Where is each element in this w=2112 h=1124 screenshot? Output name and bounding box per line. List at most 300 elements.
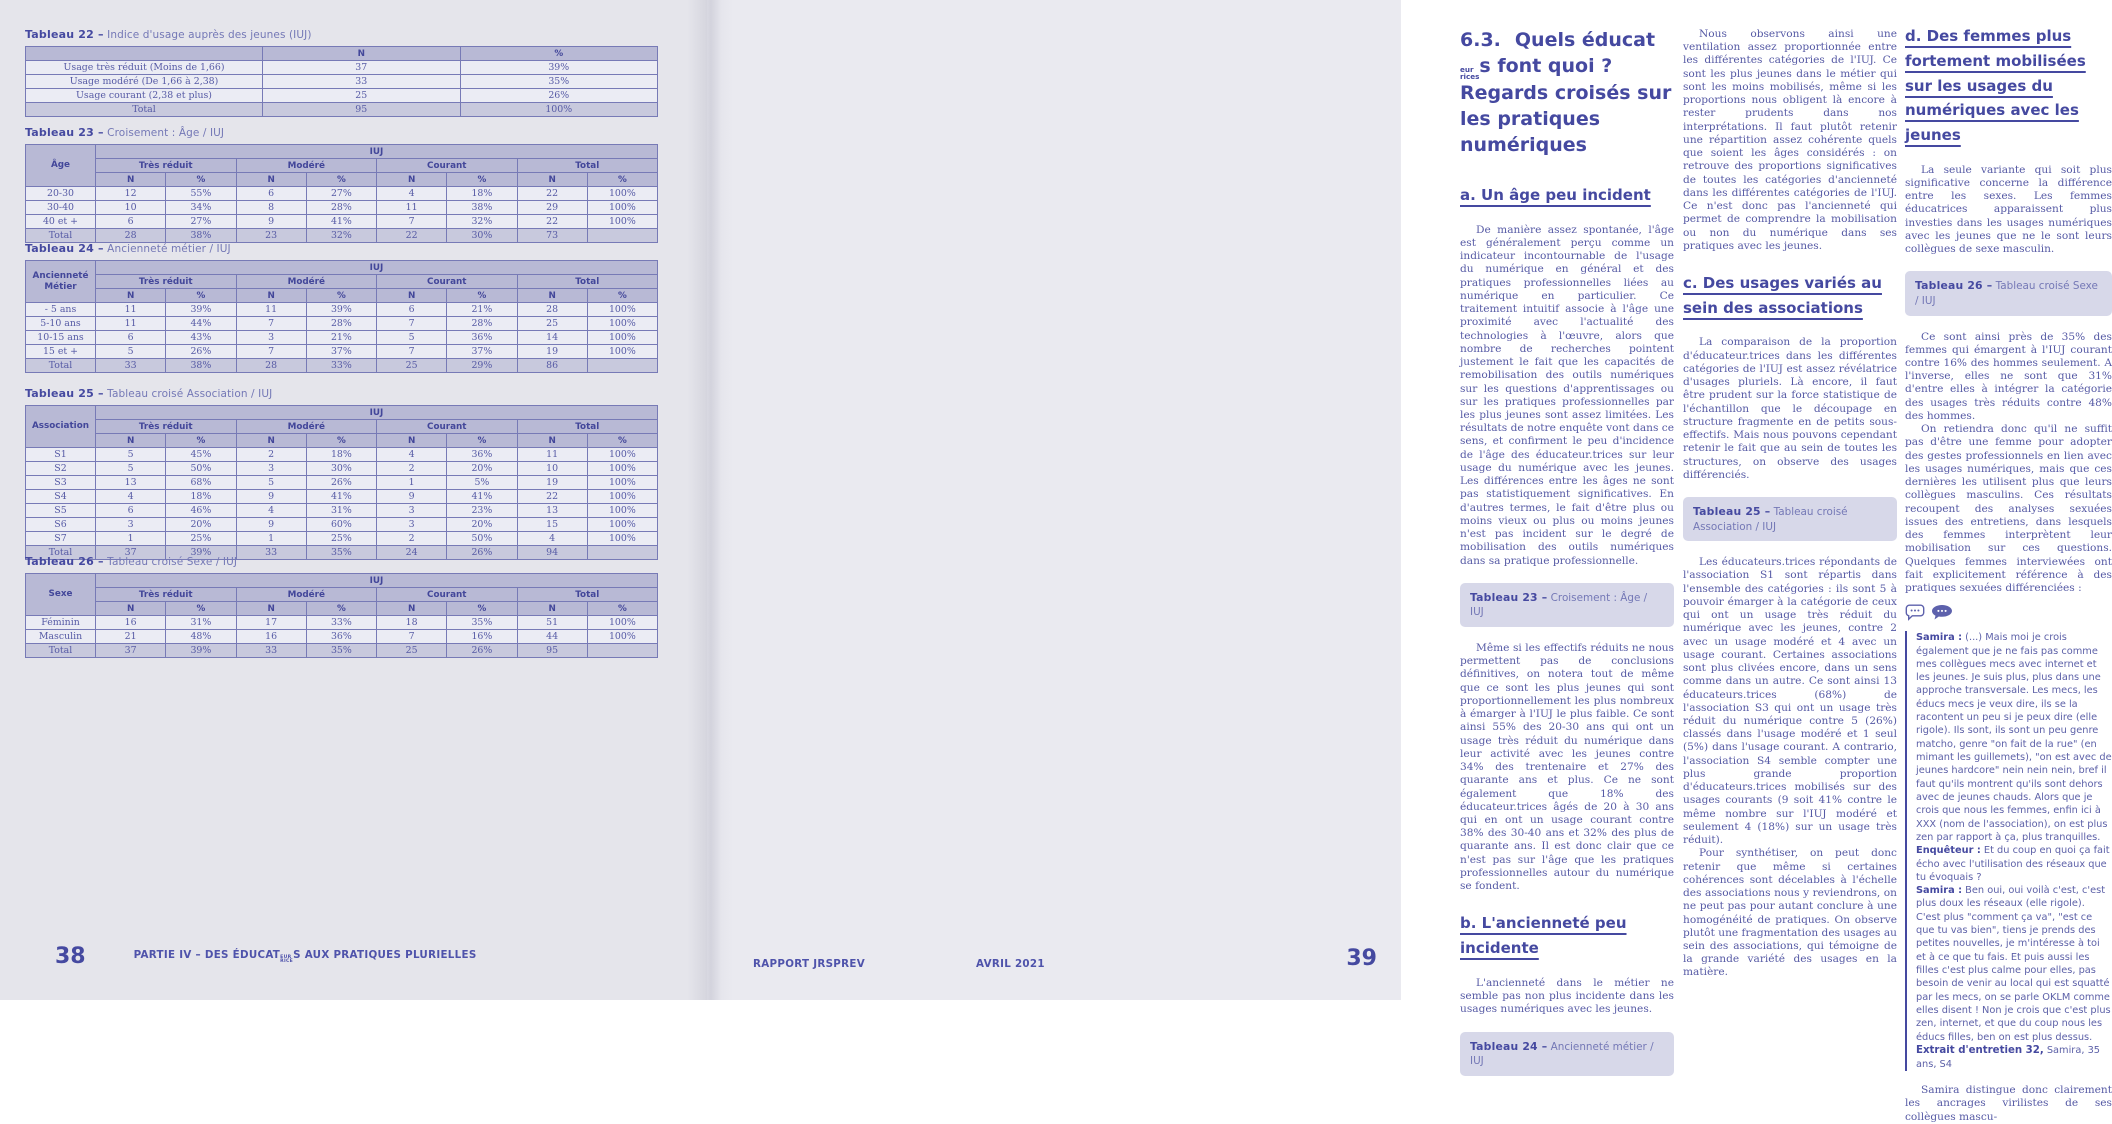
table-header-cell [26, 47, 263, 61]
paragraph: La comparaison de la proportion d'éducateur.trices dans les différentes catégories de l'IUJ est assez révélatrice d'usages pluriels. Là encore, il faut être prudent sur la force statistique de l'échantillon que le découpage en structure fragmente en de petits sous-effectifs. Mais nous pouvons cependant retenir le fait que au sein de toutes les structures, on observe des usages différenciés. [1683, 336, 1897, 481]
table-cell: 32% [306, 229, 376, 243]
column-3 [1905, 24, 2112, 1124]
table-cell: Total [26, 229, 96, 243]
table-cell: 7 [377, 630, 447, 644]
table-cell: 100% [587, 462, 657, 476]
table-header-cell: Sexe [26, 574, 96, 616]
table-25-reference-tag: Tableau 25 – Tableau croisé Association / IUJ [1683, 497, 1897, 541]
table-cell: 48% [166, 630, 236, 644]
table-cell: 3 [377, 518, 447, 532]
table-row [26, 448, 658, 462]
table-cell: 39% [460, 61, 658, 75]
table-cell: 16 [96, 616, 166, 630]
column-1 [1460, 28, 1674, 1091]
table-header-cell: N [377, 434, 447, 448]
paragraph: On retiendra donc qu'il ne suffit pas d'être une femme pour adopter des gestes professionnels en lien avec les usages numériques, mais que ces dernières les utilisent plus que leurs collègues masculins. Ces résultats recoupent des analyses sexuées issues des entretiens, dans lesquels des femmes interprètent leur mobilisation sur ces questions. Quelques femmes interviewées ont fait explicitement référence à des pratiques sexuées différenciées : [1905, 423, 2112, 594]
table-cell: 46% [166, 504, 236, 518]
table-header-cell: % [460, 47, 658, 61]
section-6-3-title: 6.3. Quels éducat eur rices s font quoi ? Regards croisés sur les pratiques numériques [1460, 29, 1672, 157]
table-header-cell: Courant [377, 275, 518, 289]
table-cell: 100% [587, 187, 657, 201]
footer-part-suffix: S AUX PRATIQUES PLURIELLES [293, 948, 477, 961]
table-cell: 100% [587, 630, 657, 644]
table-row [26, 103, 658, 117]
footer-report-name: RAPPORT JRSPREV [753, 958, 865, 970]
tableau-22-table [25, 46, 658, 117]
table-row [26, 215, 658, 229]
tableau-24-table [25, 260, 658, 373]
table-cell: 21% [447, 303, 517, 317]
table-cell: 5 [377, 331, 447, 345]
table-row [26, 359, 658, 373]
table-cell: 100% [587, 331, 657, 345]
table-cell: 35% [306, 546, 376, 560]
table-cell: 73 [517, 229, 587, 243]
section-number: 6.3. [1460, 29, 1501, 51]
table-cell: 43% [166, 331, 236, 345]
table-header-cell: IUJ [96, 574, 658, 588]
table-header-cell: IUJ [96, 406, 658, 420]
table-cell: 33% [306, 359, 376, 373]
table-cell: 13 [517, 504, 587, 518]
table-header-cell: N [263, 47, 461, 61]
table-cell: 40 et + [26, 215, 96, 229]
table-cell: 39% [166, 303, 236, 317]
tableau-23 [25, 126, 658, 243]
paragraph: Ce sont ainsi près de 35% des femmes qui émargent à l'IUJ courant contre 16% des hommes seulement. A l'inverse, elles ne sont que 31% d'entre elles à intégrer la catégorie des usages très réduits contre 48% des hommes. [1905, 330, 2112, 422]
table-cell: 16 [236, 630, 306, 644]
table-row [26, 532, 658, 546]
table-header-cell: N [377, 602, 447, 616]
table-cell: 9 [236, 490, 306, 504]
table-header-cell: N [236, 173, 306, 187]
table-cell: Usage courant (2,38 et plus) [26, 89, 263, 103]
table-cell: 100% [587, 490, 657, 504]
table-header-cell: % [306, 289, 376, 303]
table-row [26, 644, 658, 658]
table-header-cell: N [96, 434, 166, 448]
table-cell: 13 [96, 476, 166, 490]
table-header-cell: % [306, 173, 376, 187]
table-cell: 25 [263, 89, 461, 103]
table-row [26, 317, 658, 331]
table-row [26, 303, 658, 317]
table-cell: 25 [377, 359, 447, 373]
quote-source: Extrait d'entretien 32, Samira, 35 ans, S4 [1916, 1044, 2101, 1070]
table-header-cell: % [166, 173, 236, 187]
table-cell: 39% [166, 644, 236, 658]
table-caption: Tableau 25 – Tableau croisé Association / IUJ [25, 387, 273, 400]
table-header-cell: Âge [26, 145, 96, 187]
table-header-cell: N [96, 602, 166, 616]
heading-d: d. Des femmes plus fortement mobilisées sur les usages du numériques avec les jeunes [1905, 27, 2086, 144]
table-cell: 100% [587, 616, 657, 630]
table-cell: 15 [517, 518, 587, 532]
table-cell: 50% [166, 462, 236, 476]
table-cell: 6 [96, 331, 166, 345]
table-header-cell: N [96, 289, 166, 303]
table-cell: 95 [517, 644, 587, 658]
table-cell [587, 229, 657, 243]
table-cell: 3 [96, 518, 166, 532]
table-cell: 5 [96, 345, 166, 359]
table-header-cell: N [517, 434, 587, 448]
table-cell: 37 [96, 546, 166, 560]
table-cell: 30-40 [26, 201, 96, 215]
table-cell: 6 [96, 504, 166, 518]
footer-part-label [134, 949, 477, 965]
table-header-cell: % [447, 434, 517, 448]
table-header-cell: % [587, 173, 657, 187]
table-cell: 38% [166, 229, 236, 243]
table-cell: 7 [377, 345, 447, 359]
table-cell: 36% [447, 331, 517, 345]
table-cell: 25% [306, 532, 376, 546]
table-cell: 100% [460, 103, 658, 117]
table-cell: 41% [306, 215, 376, 229]
table-cell: 26% [447, 546, 517, 560]
table-header-cell: Modéré [236, 588, 377, 602]
table-cell: 5 [96, 462, 166, 476]
table-cell: - 5 ans [26, 303, 96, 317]
table-cell: 25 [517, 317, 587, 331]
heading-a: a. Un âge peu incident [1460, 185, 1651, 204]
quote-line: Samira : Ben oui, oui voilà c'est, c'est plus doux les réseaux (elle rigole). C'est plus "comment ça va", "est ce que tu vas bien", tiens je prends des petites nouvelles, je m'intéresse à toi et à ce que tu fais. Et puis aussi les filles c'est plus calme pour elles, pas besoin de venir au local qui est squatté par les mecs, on se parle OKLM comme elles disent ! Non je crois que c'est plus zen, internet, et que du coup nous les éducs filles, ben on est plus dessus. [1916, 885, 2111, 1043]
paragraph: Samira distingue donc clairement les ancrages virilistes de ses collègues mascu- [1905, 1084, 2112, 1123]
table-header-cell: N [236, 434, 306, 448]
table-cell: 11 [377, 201, 447, 215]
table-cell: 44 [517, 630, 587, 644]
table-cell: 95 [263, 103, 461, 117]
table-cell: 100% [587, 345, 657, 359]
table-cell: 9 [377, 490, 447, 504]
table-row [26, 616, 658, 630]
table-cell: 34% [166, 201, 236, 215]
table-cell: 41% [447, 490, 517, 504]
table-cell: 11 [236, 303, 306, 317]
table-cell: 55% [166, 187, 236, 201]
footer-date: AVRIL 2021 [976, 958, 1045, 970]
table-cell: 5-10 ans [26, 317, 96, 331]
table-24-reference-tag: Tableau 24 – Ancienneté métier / IUJ [1460, 1032, 1674, 1076]
table-header-cell: Total [517, 159, 658, 173]
table-cell: Total [26, 644, 96, 658]
table-cell: 18% [447, 187, 517, 201]
table-cell: 4 [517, 532, 587, 546]
table-cell: 9 [236, 215, 306, 229]
table-cell: 7 [377, 317, 447, 331]
table-cell: 100% [587, 215, 657, 229]
table-cell: 33 [263, 75, 461, 89]
table-row [26, 462, 658, 476]
table-header-cell: N [96, 173, 166, 187]
table-header-cell: Total [517, 420, 658, 434]
table-cell: S6 [26, 518, 96, 532]
table-header-cell: Modéré [236, 420, 377, 434]
table-header-cell: Très réduit [96, 275, 237, 289]
table-cell: 26% [166, 345, 236, 359]
table-row [26, 504, 658, 518]
table-cell: 100% [587, 532, 657, 546]
speech-bubble-outline-icon [1905, 604, 1925, 625]
table-header-cell: Ancienneté Métier [26, 261, 96, 303]
table-cell: 35% [460, 75, 658, 89]
table-cell: 100% [587, 317, 657, 331]
page-number-left: 38 [55, 944, 86, 969]
paragraph: Même si les effectifs réduits ne nous permettent pas de conclusions définitives, on notera tout de même que ce sont les plus jeunes qui sont proportionnellement les plus nombreux à émarger à l'IUJ le plus faible. Ce sont ainsi 55% des 20-30 ans qui ont un usage très réduit du numérique dans leur activité avec les jeunes contre 34% des trentenaire et 27% des quarante ans et plus. Ce ne sont également que 18% des éducateur.trices âgés de 20 à 30 ans qui en ont un usage courant contre 38% des 30-40 ans et 32% des plus de quarante ans. Il est donc clair que ce n'est pas sur l'âge que les pratiques professionnelles autour du numérique se fondent. [1460, 641, 1674, 893]
interview-marker [1905, 604, 2112, 625]
table-header-cell: N [236, 602, 306, 616]
table-cell: 37 [96, 644, 166, 658]
table-row [26, 75, 658, 89]
table-cell: 7 [236, 317, 306, 331]
table-cell: 22 [517, 187, 587, 201]
table-cell: 27% [306, 187, 376, 201]
table-cell: 100% [587, 201, 657, 215]
table-header-cell: % [166, 289, 236, 303]
table-cell: 100% [587, 448, 657, 462]
table-26-reference-tag: Tableau 26 – Tableau croisé Sexe / IUJ [1905, 271, 2112, 315]
paragraph: Pour synthétiser, on peut donc retenir que même si certaines cohérences sont décelables à l'échelle des associations nous y reviendrons, on ne peut pas pour autant conclure à une homogénéité de pratiques. On observe plutôt une fragmentation des usages au sein des associations, qui témoigne de la grande variété des usages en la matière. [1683, 847, 1897, 979]
table-header-cell: Modéré [236, 275, 377, 289]
table-cell: 21% [306, 331, 376, 345]
table-cell: Total [26, 103, 263, 117]
table-cell: 35% [306, 644, 376, 658]
interview-quote-block [1905, 631, 2112, 1071]
table-header-cell: N [517, 173, 587, 187]
table-header-cell: % [587, 434, 657, 448]
table-cell: 11 [517, 448, 587, 462]
paragraph: De manière assez spontanée, l'âge est généralement perçu comme un indicateur incontournable de l'usage du numérique en général et des pratiques professionnelles liées au numérique en particulier. Ce traitement intuitif associe à l'âge une proximité avec l'actualité des technologies à l'œuvre, alors que nombre de recherches pointent justement le fait que les capacités de remobilisation des outils numériques sur les questions d'apprentissages ou sur les pratiques professionnelles par les plus jeunes sont assez limitées. Les résultats de notre enquête vont dans ce sens, et confirment le peu d'incidence de l'âge des éducateur.trices sur leur usage du numérique avec les jeunes. Les différences entre les âges ne sont pas statistiquement significatives. En d'autres termes, le fait d'être plus ou moins vieux ou plus ou moins jeunes n'est pas incident sur le degré de mobilisation des outils numériques dans sa pratique professionnelle. [1460, 223, 1674, 567]
table-row [26, 61, 658, 75]
table-cell: Masculin [26, 630, 96, 644]
title-eur-rices-stack: eur rices [1460, 64, 1480, 81]
table-cell: 28 [517, 303, 587, 317]
table-header-cell: Modéré [236, 159, 377, 173]
table-cell: S7 [26, 532, 96, 546]
tableau-22 [25, 28, 658, 117]
table-cell: 94 [517, 546, 587, 560]
table-cell: S4 [26, 490, 96, 504]
table-cell: 28 [236, 359, 306, 373]
table-cell: 11 [96, 303, 166, 317]
table-cell: 60% [306, 518, 376, 532]
table-cell: 9 [236, 518, 306, 532]
table-cell: 2 [236, 448, 306, 462]
table-row [26, 229, 658, 243]
table-cell: 14 [517, 331, 587, 345]
table-cell: 5 [236, 476, 306, 490]
table-cell: 4 [377, 187, 447, 201]
table-cell: 25% [166, 532, 236, 546]
table-header-cell: Courant [377, 588, 518, 602]
page-number-right: 39 [1346, 946, 1377, 971]
table-header-cell: Courant [377, 420, 518, 434]
tableau-26-table [25, 573, 658, 658]
table-cell: 28% [447, 317, 517, 331]
table-cell: 28% [306, 317, 376, 331]
table-cell: 100% [587, 303, 657, 317]
table-cell: 44% [166, 317, 236, 331]
table-header-cell: Courant [377, 159, 518, 173]
table-cell: Total [26, 359, 96, 373]
table-cell: 31% [306, 504, 376, 518]
table-cell: 24 [377, 546, 447, 560]
table-header-cell: % [447, 602, 517, 616]
table-cell: 10-15 ans [26, 331, 96, 345]
table-header-cell: % [447, 289, 517, 303]
table-header-cell: IUJ [96, 145, 658, 159]
footer-eur-rice-stack: EUR RICE [280, 954, 294, 964]
table-cell: 26% [447, 644, 517, 658]
tableau-25 [25, 387, 658, 560]
table-cell [587, 359, 657, 373]
table-cell: 6 [377, 303, 447, 317]
table-cell: 1 [96, 532, 166, 546]
table-row [26, 201, 658, 215]
table-cell: Usage modéré (De 1,66 à 2,38) [26, 75, 263, 89]
table-cell: 18% [166, 490, 236, 504]
table-cell: 22 [517, 490, 587, 504]
table-cell: S2 [26, 462, 96, 476]
table-cell: 6 [236, 187, 306, 201]
paragraph: L'ancienneté dans le métier ne semble pas non plus incidente dans les usages numériques avec les jeunes. [1460, 976, 1674, 1016]
table-cell: 32% [447, 215, 517, 229]
table-cell: 15 et + [26, 345, 96, 359]
table-cell: 30% [306, 462, 376, 476]
table-cell: Féminin [26, 616, 96, 630]
table-cell: 28 [96, 229, 166, 243]
table-cell: 38% [166, 359, 236, 373]
table-row [26, 331, 658, 345]
table-header-cell: N [517, 602, 587, 616]
table-cell: 11 [96, 317, 166, 331]
table-cell: 33 [236, 546, 306, 560]
table-cell: 51 [517, 616, 587, 630]
paragraph: Les éducateurs.trices répondants de l'association S1 sont répartis dans l'ensemble des catégories : ils sont 5 à pouvoir émarger à la catégorie de ceux qui ont un usage très réduit du numérique avec les jeunes, contre 2 avec un usage modéré et 4 avec un usage courant. Certaines associations sont plus clivées encore, dans un sens comme dans un autre. Ce sont ainsi 13 éducateurs.trices (68%) de l'association S3 qui ont un usage très réduit du numérique contre 5 (26%) classés dans l'usage modéré et 1 seul (5%) dans l'usage courant. A contrario, l'association S4 semble compter une plus grande proportion d'éducateurs.trices mobilisés sur des usages courants (9 soit 41% contre le même nombre sur l'IUJ modéré et seulement 4 (18%) sur un usage très réduit). [1683, 556, 1897, 847]
table-cell: 45% [166, 448, 236, 462]
table-cell: 37% [447, 345, 517, 359]
quote-line: Samira : (...) Mais moi je crois également que je ne fais pas comme mes collègues mecs avec internet et les jeunes. Je suis plus, plus dans une approche transversale. Les mecs, les éducs mecs je veux dire, ils se la racontent un peu si je peux dire (elle rigole). Ils sont, ils sont un peu genre matcho, genre "on fait de la rue" (en mimant les guillemets), "on est avec de jeunes hardcore" nein nein nein, bref il faut qu'ils montrent qu'ils sont dehors avec de jeunes chauds. Alors que je crois que nous les femmes, enfin ici à XXX (nom de l'association), on est plus zen par rapport à ça, plus tranquilles. [1916, 632, 2112, 843]
table-cell: 50% [447, 532, 517, 546]
tableau-23-table [25, 144, 658, 243]
paragraph: La seule variante qui soit plus significative concerne la différence entre les sexes. Les femmes éducatrices apparaissent plus investies dans les usages numériques avec les jeunes que ne le sont leurs collègues de sexe masculin. [1905, 163, 2112, 256]
page-38 [0, 0, 707, 1000]
table-header-cell: Très réduit [96, 420, 237, 434]
table-cell: 2 [377, 532, 447, 546]
table-header-cell: Association [26, 406, 96, 448]
table-cell: 26% [460, 89, 658, 103]
table-cell: 16% [447, 630, 517, 644]
table-row [26, 187, 658, 201]
table-row [26, 476, 658, 490]
paper-edge [1401, 0, 1414, 1000]
table-cell: 28% [306, 201, 376, 215]
speech-bubble-filled-icon [1931, 604, 1953, 625]
table-header-cell: IUJ [96, 261, 658, 275]
table-cell [587, 644, 657, 658]
table-cell: Total [26, 546, 96, 560]
table-cell: 3 [236, 331, 306, 345]
table-cell: 100% [587, 476, 657, 490]
table-cell: 7 [236, 345, 306, 359]
column-2 [1683, 28, 1897, 980]
table-cell: 20% [166, 518, 236, 532]
heading-c: c. Des usages variés au sein des associations [1683, 273, 1882, 317]
table-caption: Tableau 24 – Ancienneté métier / IUJ [25, 242, 231, 255]
table-cell: S1 [26, 448, 96, 462]
table-cell: 29 [517, 201, 587, 215]
table-cell: 27% [166, 215, 236, 229]
table-cell: 31% [166, 616, 236, 630]
heading-b: b. L'ancienneté peu incidente [1460, 914, 1627, 958]
table-cell: 25 [377, 644, 447, 658]
table-header-cell: N [377, 289, 447, 303]
table-cell: 6 [96, 215, 166, 229]
table-header-cell: Très réduit [96, 588, 237, 602]
table-header-cell: Total [517, 588, 658, 602]
quote-line: Enquêteur : Et du coup en quoi ça fait écho avec l'utilisation des réseaux que tu évoquais ? [1916, 845, 2110, 883]
table-cell: 12 [96, 187, 166, 201]
table-cell: 33% [306, 616, 376, 630]
table-cell: 3 [377, 504, 447, 518]
table-header-cell: % [306, 602, 376, 616]
table-cell: 36% [306, 630, 376, 644]
table-cell: 39% [306, 303, 376, 317]
table-cell: 18% [306, 448, 376, 462]
table-header-cell: % [166, 602, 236, 616]
table-cell: 20-30 [26, 187, 96, 201]
table-cell: 30% [447, 229, 517, 243]
paragraph: Nous observons ainsi une ventilation assez proportionnée entre les différentes catégories de l'IUJ. Ce sont les plus jeunes dans le métier qui sont les moins mobilisés, même si les proportions nous obligent là encore à rester prudents dans nos interprétations. Il faut plutôt retenir une répartition assez cohérente quels que soient les âges considérés : on retrouve des proportions significatives de toutes les catégories d'ancienneté dans les différentes catégories de l'IUJ. Ce n'est donc pas l'ancienneté qui permet de comprendre la mobilisation ou non du numérique dans ses pratiques avec les jeunes. [1683, 28, 1897, 252]
table-cell: 39% [166, 546, 236, 560]
tables-area [0, 0, 707, 1000]
table-cell: 100% [587, 504, 657, 518]
footer-part-prefix: PARTIE IV – DES ÉDUCAT [133, 948, 281, 961]
table-caption: Tableau 22 – Indice d'usage auprès des jeunes (IUJ) [25, 28, 312, 41]
table-cell: 20% [447, 518, 517, 532]
page-39 [707, 0, 2112, 1123]
table-cell: 4 [96, 490, 166, 504]
table-23-reference-tag: Tableau 23 – Croisement : Âge / IUJ [1460, 583, 1674, 627]
table-header-cell: % [306, 434, 376, 448]
table-header-cell: % [447, 173, 517, 187]
table-cell: 5 [96, 448, 166, 462]
table-cell: 33 [96, 359, 166, 373]
table-cell: 21 [96, 630, 166, 644]
table-caption: Tableau 26 – Tableau croisé Sexe / IUJ [25, 555, 238, 568]
table-cell: 22 [517, 215, 587, 229]
table-caption: Tableau 23 – Croisement : Âge / IUJ [25, 126, 225, 139]
table-cell: 41% [306, 490, 376, 504]
table-cell: Usage très réduit (Moins de 1,66) [26, 61, 263, 75]
table-header-cell: % [587, 289, 657, 303]
table-cell: 8 [236, 201, 306, 215]
table-row [26, 490, 658, 504]
table-row [26, 630, 658, 644]
table-cell: 37 [263, 61, 461, 75]
table-header-cell: % [587, 602, 657, 616]
table-cell: 17 [236, 616, 306, 630]
table-cell: 2 [377, 462, 447, 476]
table-cell: 33 [236, 644, 306, 658]
tableau-26 [25, 555, 658, 658]
table-row [26, 345, 658, 359]
table-cell: 68% [166, 476, 236, 490]
table-header-cell: N [236, 289, 306, 303]
table-cell: 1 [377, 476, 447, 490]
table-header-cell: Très réduit [96, 159, 237, 173]
